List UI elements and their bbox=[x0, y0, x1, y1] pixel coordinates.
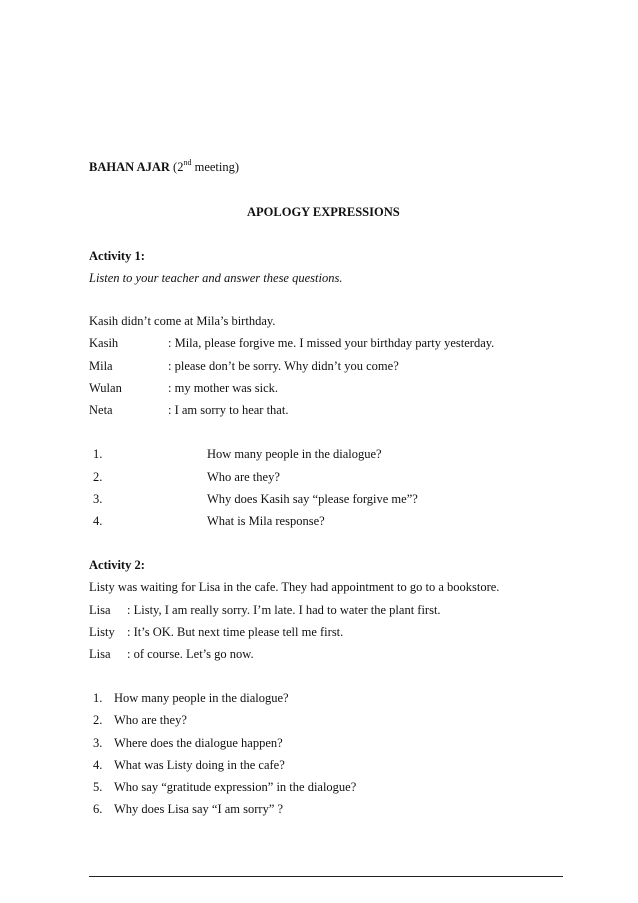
page-title: APOLOGY EXPRESSIONS bbox=[247, 205, 400, 219]
activity2-speaker: Lisa bbox=[89, 603, 111, 617]
document-header bbox=[89, 157, 240, 175]
header-paren-open: (2 bbox=[173, 160, 184, 174]
header-superscript: nd bbox=[183, 157, 192, 167]
activity2-context: Listy was waiting for Lisa in the cafe. They had appointment to go to a bookstore. bbox=[89, 580, 500, 594]
activity2-question-number: 6. bbox=[93, 802, 103, 816]
activity2-line: : Listy, I am really sorry. I’m late. I had to water the plant first. bbox=[127, 603, 441, 617]
activity2-heading: Activity 2: bbox=[89, 558, 145, 572]
activity2-speaker: Listy bbox=[89, 625, 115, 639]
activity2-speaker: Lisa bbox=[89, 647, 111, 661]
activity2-question-text: Who say “gratitude expression” in the dialogue? bbox=[114, 780, 357, 794]
activity1-heading: Activity 1: bbox=[89, 249, 145, 263]
activity2-line: : It’s OK. But next time please tell me first. bbox=[127, 625, 344, 639]
activity2-question-text: How many people in the dialogue? bbox=[114, 691, 289, 705]
activity2-question-number: 5. bbox=[93, 780, 103, 794]
activity2-question-text: What was Listy doing in the cafe? bbox=[114, 758, 285, 772]
activity1-line: : my mother was sick. bbox=[168, 381, 279, 395]
activity1-question-text: Who are they? bbox=[207, 470, 280, 484]
activity1-question-number: 2. bbox=[93, 470, 103, 484]
activity2-question-text: Who are they? bbox=[114, 713, 187, 727]
activity2-question-number: 1. bbox=[93, 691, 103, 705]
activity1-context: Kasih didn’t come at Mila’s birthday. bbox=[89, 314, 276, 328]
activity1-line: : please don’t be sorry. Why didn’t you come? bbox=[168, 359, 399, 373]
activity1-question-number: 1. bbox=[93, 447, 103, 461]
activity1-speaker: Neta bbox=[89, 403, 113, 417]
activity1-question-text: What is Mila response? bbox=[207, 514, 325, 528]
footer-divider bbox=[89, 876, 563, 877]
activity1-question-number: 3. bbox=[93, 492, 103, 506]
activity1-question-text: How many people in the dialogue? bbox=[207, 447, 382, 461]
header-paren-rest: meeting) bbox=[191, 160, 240, 174]
activity2-question-number: 3. bbox=[93, 736, 103, 750]
activity2-question-number: 4. bbox=[93, 758, 103, 772]
activity2-question-number: 2. bbox=[93, 713, 103, 727]
activity1-speaker: Kasih bbox=[89, 336, 119, 350]
activity1-question-text: Why does Kasih say “please forgive me”? bbox=[207, 492, 418, 506]
activity1-line: : Mila, please forgive me. I missed your birthday party yesterday. bbox=[168, 336, 495, 350]
activity1-instruction: Listen to your teacher and answer these questions. bbox=[89, 271, 343, 285]
activity1-line: : I am sorry to hear that. bbox=[168, 403, 289, 417]
activity2-line: : of course. Let’s go now. bbox=[127, 647, 254, 661]
activity2-question-text: Where does the dialogue happen? bbox=[114, 736, 283, 750]
activity2-question-text: Why does Lisa say “I am sorry” ? bbox=[114, 802, 284, 816]
header-prefix: BAHAN AJAR bbox=[89, 160, 170, 174]
activity1-question-number: 4. bbox=[93, 514, 103, 528]
activity1-speaker: Mila bbox=[89, 359, 113, 373]
activity1-speaker: Wulan bbox=[89, 381, 122, 395]
